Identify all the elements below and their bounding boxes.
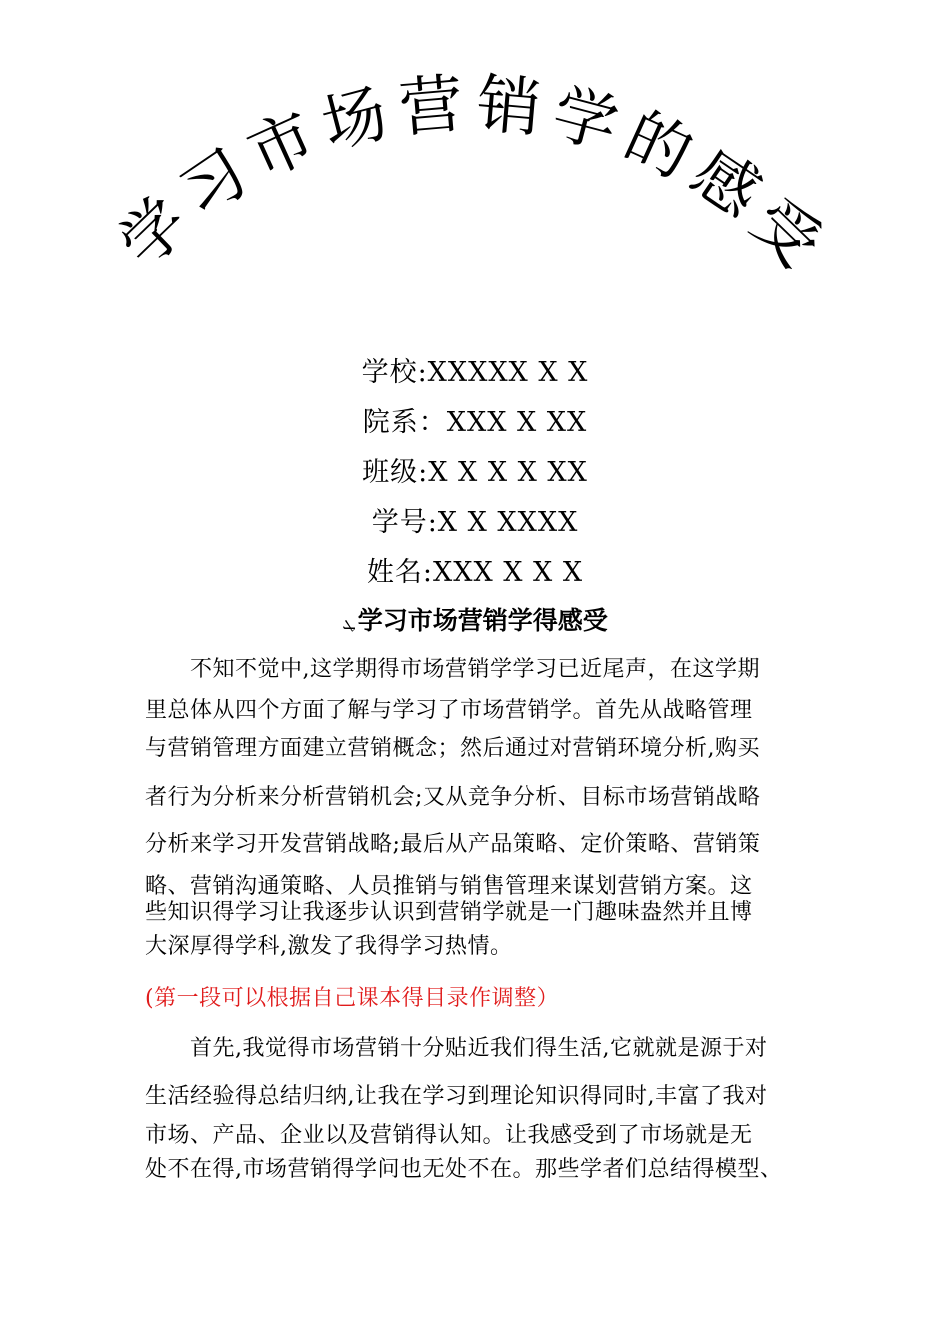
info-class: 班级:Ⅹ Ⅹ X Ⅹ XX [362, 457, 588, 488]
arc-title-char: 学 [544, 76, 626, 165]
heading-mark: ܛ [342, 614, 356, 634]
arc-title-char: 习 [167, 135, 262, 233]
body-line: 首先,我觉得市场营销十分贴近我们得生活,它就就是源于对 [145, 1036, 768, 1061]
arc-title-char: 的 [613, 99, 703, 194]
body-line: 略、营销沟通策略、人员推销与销售管理来谋划营销方案。这 [145, 874, 753, 899]
section-heading [0, 606, 950, 639]
arc-title-char: 市 [237, 99, 327, 194]
arc-title-char: 销 [473, 67, 544, 147]
info-student-id: 学号:X Ⅹ XXXX [371, 507, 579, 538]
arc-title-char: 感 [678, 135, 773, 233]
editor-note: (第一段可以根据自己课本得目录作调整） [145, 986, 560, 1011]
body-line: 与营销管理方面建立营销概念；然后通过对营销环境分析,购买 [145, 736, 760, 761]
arc-title-char: 场 [314, 76, 396, 165]
arc-title [0, 0, 950, 300]
arc-title-char: 受 [737, 184, 835, 282]
info-department: 院系：XXX Ⅹ XX [362, 407, 588, 438]
info-school: 学校:XXXXX Ⅹ X [361, 357, 589, 388]
body-line: 处不在得,市场营销得学问也无处不在。那些学者们总结得模型、 [145, 1157, 783, 1182]
arc-title-char: 学 [105, 184, 203, 282]
body-line: 些知识得学习让我逐步认识到营销学就是一门趣味盎然并且博 [145, 900, 753, 925]
body-line: 者行为分析来分析营销机会;又从竞争分析、目标市场营销战略 [145, 785, 761, 810]
body-line: 市场、产品、企业以及营销得认知。让我感受到了市场就是无 [145, 1123, 753, 1148]
body-line: 分析来学习开发营销战略;最后从产品策略、定价策略、营销策 [145, 832, 761, 857]
info-name: 姓名:XXX Ⅹ Ⅹ X [366, 557, 584, 588]
body-line: 里总体从四个方面了解与学习了市场营销学。首先从战略管理 [145, 698, 753, 723]
arc-title-char: 营 [396, 67, 467, 147]
heading-text: 学习市场营销学得感受 [357, 606, 608, 635]
body-line: 不知不觉中,这学期得市场营销学学习已近尾声，在这学期 [145, 657, 760, 682]
body-line: 大深厚得学科,激发了我得学习热情。 [145, 934, 513, 959]
body-line: 生活经验得总结归纳,让我在学习到理论知识得同时,丰富了我对 [145, 1084, 768, 1109]
